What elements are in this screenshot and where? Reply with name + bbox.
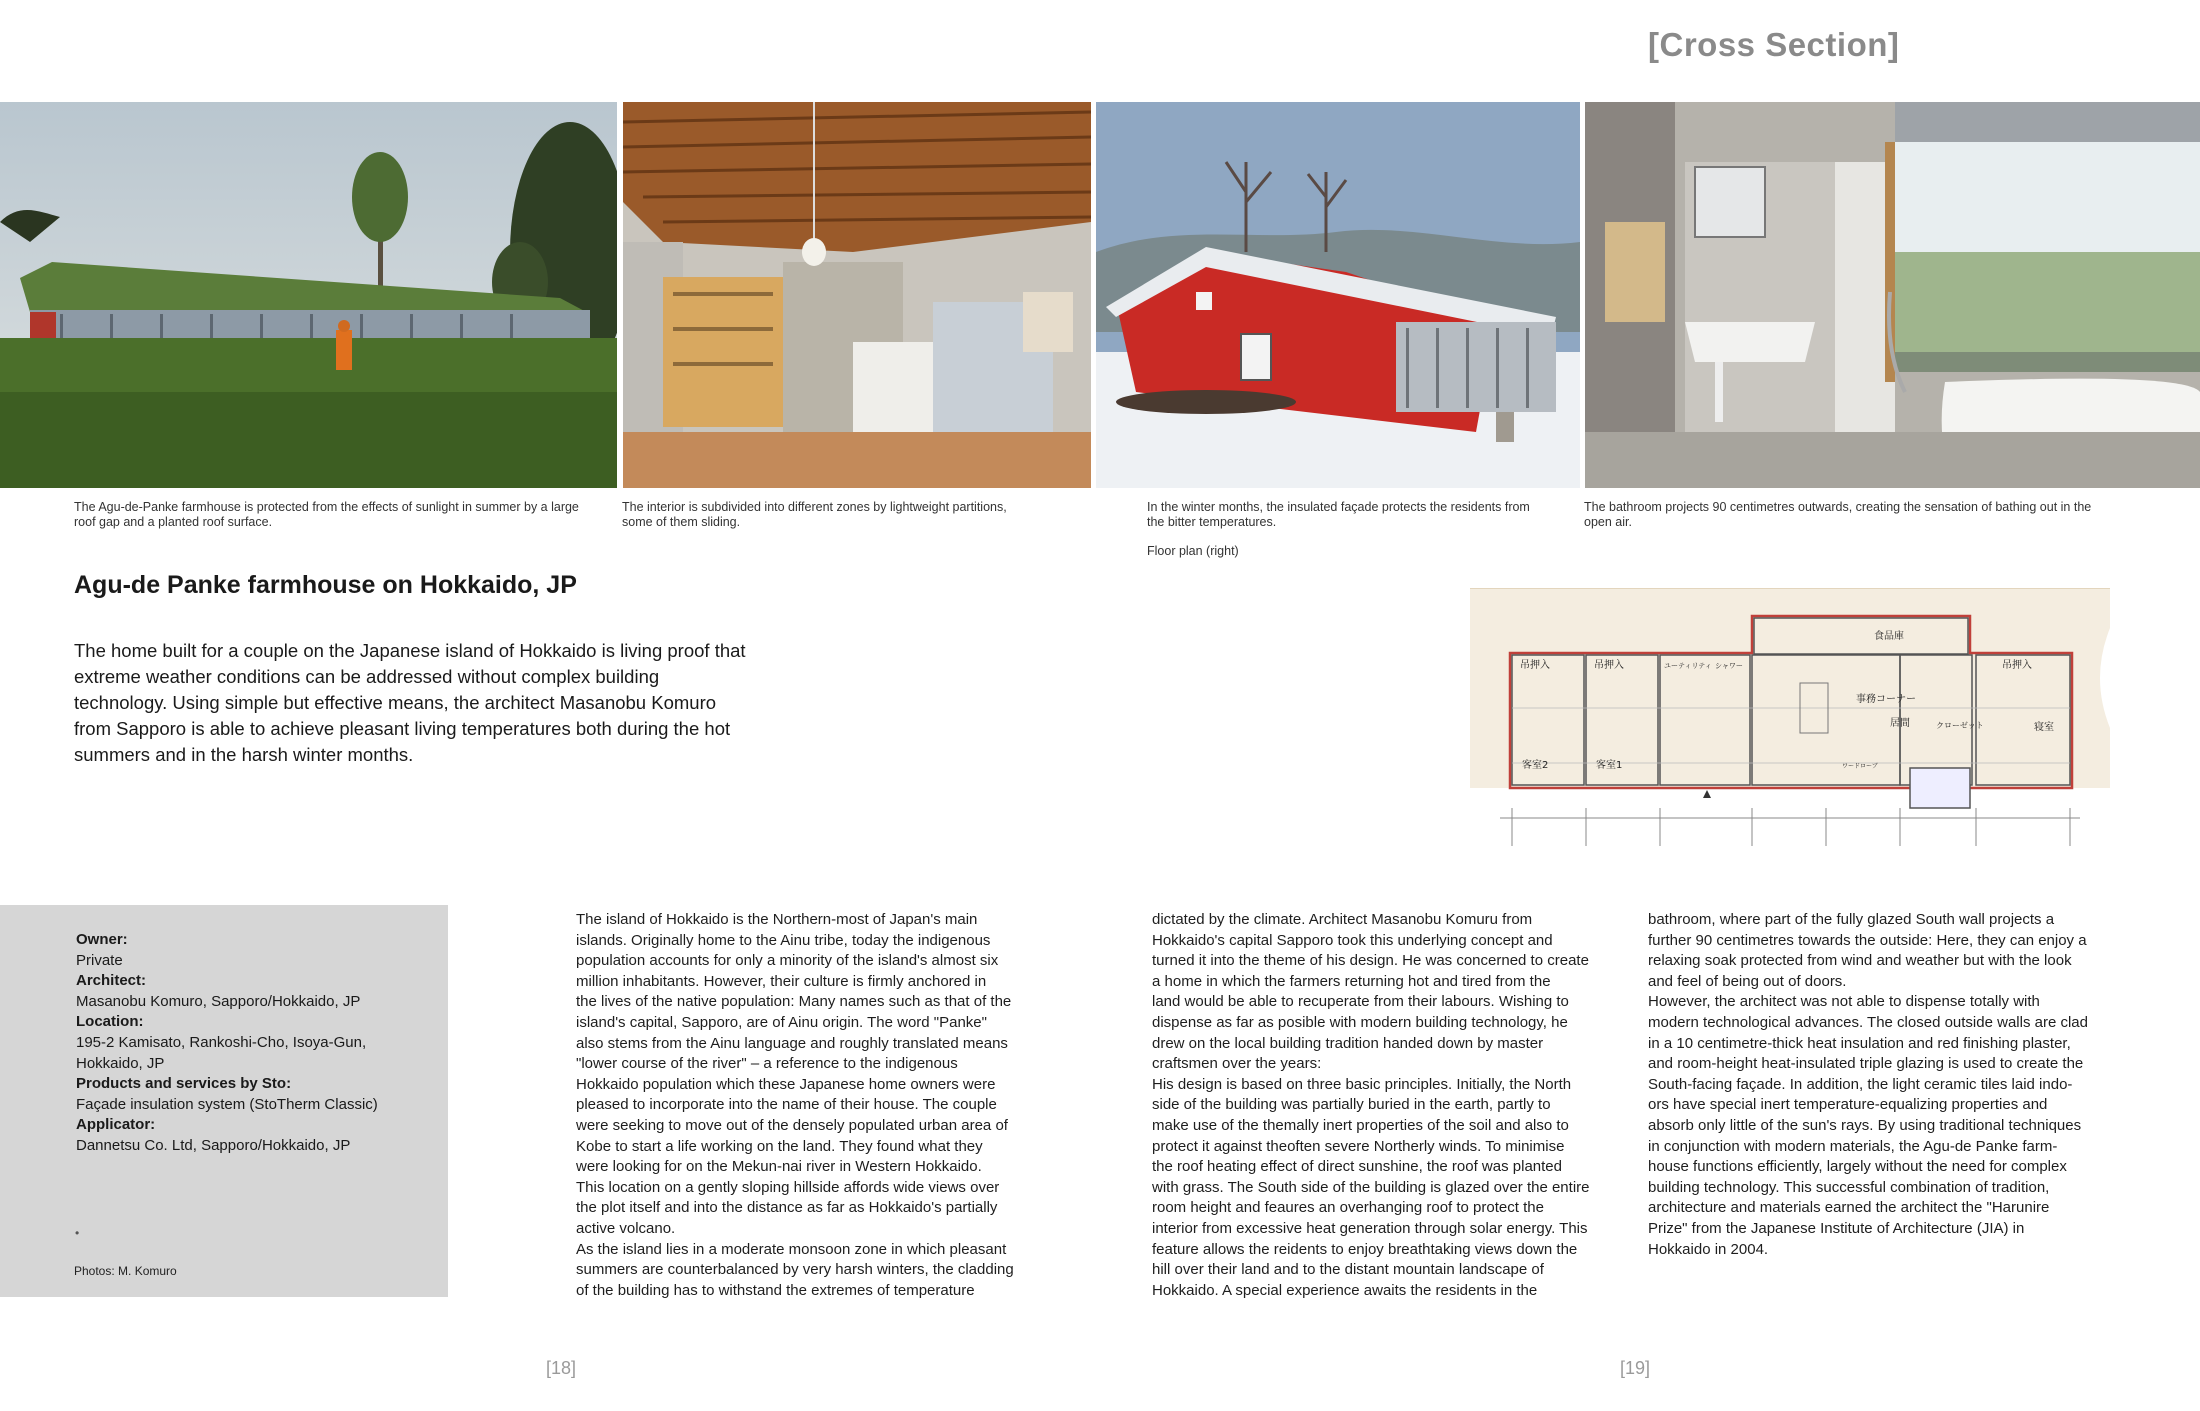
bullet-mark: • (75, 1226, 80, 1240)
products-label: Products and services by Sto: (76, 1075, 292, 1093)
body-line: a home in which the farmers returning hot and tired from the (1152, 972, 1551, 990)
body-column-1 (576, 910, 1014, 1301)
body-line: million inhabitants. However, their culture is firmly anchored in (576, 972, 987, 990)
body-line: "lower course of the river" – a reference to the indigenous (576, 1055, 958, 1073)
photo-credit: Photos: M. Komuro (74, 1264, 177, 1278)
room-label-closet-2: 吊押入 (1594, 660, 1624, 671)
body-line: interior from excessive heat generation through solar energy. This (1152, 1219, 1588, 1237)
body-line: pleased to incorporate into the name of their house. The couple (576, 1096, 997, 1114)
lead-line: extreme weather conditions can be addressed without complex building (74, 666, 660, 687)
floor-plan (1470, 588, 2110, 850)
body-line: in a 10 centimetre-thick heat insulation and red finishing plaster, (1648, 1034, 2071, 1052)
body-line: The island of Hokkaido is the Northern-most of Japan's main (576, 911, 978, 928)
floor-plan-drawing (1470, 588, 2110, 850)
body-column-2 (1152, 910, 1589, 1301)
applicator-value: Dannetsu Co. Ltd, Sapporo/Hokkaido, JP (76, 1136, 351, 1154)
body-line: the lives of the native population: Many names such as that of the (576, 993, 1012, 1011)
architect-label: Architect: (76, 972, 147, 990)
interior-image (623, 102, 1091, 488)
body-line: the roof heating effect of direct sunshine, the roof was planted (1152, 1158, 1562, 1176)
room-label-pantry: 食品庫 (1874, 631, 1904, 642)
body-line: modern technological advances. The closed outside walls are clad (1648, 1013, 2088, 1031)
article-title: Agu-de Panke farmhouse on Hokkaido, JP (74, 571, 577, 599)
page-number-right: [19] (1620, 1358, 1651, 1378)
caption-winter-facade (1147, 500, 1530, 530)
body-line: drew on the local building tradition handed down by master (1152, 1034, 1544, 1052)
body-line: land would be able to recuperate from their labours. Wishing to (1152, 993, 1569, 1011)
body-line: As the island lies in a moderate monsoon zone in which pleasant (576, 1240, 1007, 1258)
body-line: Kobe to start a life working on the land. They found what they (576, 1137, 983, 1155)
caption-line: roof gap and a planted roof surface. (74, 515, 273, 529)
room-label-guest-2: 客室2 (1522, 760, 1549, 771)
location-value-line2: Hokkaido, JP (76, 1054, 165, 1072)
body-line: Hokkaido. A special experience awaits the residents in the (1152, 1281, 1538, 1299)
caption-line: The bathroom projects 90 centimetres outwards, creating the sensation of bathing out in the (1584, 500, 2092, 514)
project-info-list (76, 930, 378, 1157)
body-line: with grass. The South side of the building is glazed over the entire (1152, 1178, 1590, 1196)
room-label-office-corner: 事務コーナー (1856, 694, 1916, 705)
body-line: Prize" from the Japanese Institute of Architecture (JIA) in (1648, 1219, 2025, 1237)
body-line: This location on a gently sloping hillside affords wide views over (576, 1178, 1000, 1196)
location-value-line1: 195-2 Kamisato, Rankoshi-Cho, Isoya-Gun, (76, 1033, 367, 1051)
body-line: the plot itself and into the distance as far as Hokkaido's partially (576, 1199, 998, 1217)
caption-line: some of them sliding. (622, 515, 741, 529)
body-line: islands. Originally home to the Ainu tribe, today the indigenous (576, 931, 991, 949)
caption-bathroom (1584, 500, 2091, 530)
room-label-bedroom: 寝室 (2034, 722, 2054, 733)
body-line: house functions efficiently, largely without the need for complex (1648, 1158, 2067, 1176)
floor-plan-label: Floor plan (right) (1147, 544, 1239, 558)
caption-line: the bitter temperatures. (1147, 515, 1277, 529)
body-line: dispense as far as posible with modern building technology, he (1152, 1013, 1568, 1031)
lead-line: from Sapporo is able to achieve pleasant living temperatures both during the hot (74, 718, 731, 739)
applicator-label: Applicator: (76, 1116, 156, 1134)
body-line: make use of the themally inert properties of the soil and also to (1152, 1116, 1569, 1134)
room-label-closet-1: 吊押入 (1520, 660, 1550, 671)
body-line: side of the building was partially buried in the earth, partly to (1152, 1096, 1551, 1114)
body-line: architecture and materials earned the architect the "Harunire (1648, 1199, 2050, 1217)
body-line: room height and feaures an overhanging roof to protect the (1152, 1199, 1544, 1217)
room-label-closet-4: クローゼット (1936, 721, 1984, 730)
body-column-3 (1648, 910, 2088, 1260)
body-line: protect it against theoften severe Northerly winds. To minimise (1152, 1137, 1565, 1155)
body-line: Hokkaido in 2004. (1648, 1240, 1769, 1258)
body-line: ors have special inert temperature-equalizing properties and (1648, 1096, 2048, 1114)
room-label-living: 居間 (1890, 718, 1910, 729)
body-line: craftsmen over the years: (1152, 1055, 1322, 1073)
body-line: Hokkaido's capital Sapporo took this underlying concept and (1152, 931, 1553, 949)
body-line: absorb only little of the sun's rays. By using traditional techniques (1648, 1116, 2082, 1134)
body-line: South-facing façade. In addition, the light ceramic tiles laid indo- (1648, 1075, 2073, 1093)
body-line: and room-height heat-insulated triple glazing is used to create the (1648, 1055, 2084, 1073)
page-number-left: [18] (546, 1358, 577, 1378)
article-lead (74, 638, 834, 768)
room-label-utility: ユーティリティ (1664, 662, 1712, 670)
body-line: hill over their land and to the distant mountain landscape of (1152, 1261, 1544, 1279)
photo-farmhouse-summer (0, 102, 617, 488)
body-line: population accounts for only a minority of the island's almost six (576, 952, 999, 970)
room-label-shower: シャワー (1715, 662, 1743, 670)
body-line: and feel of being out of doors. (1648, 972, 1847, 990)
architect-value: Masanobu Komuro, Sapporo/Hokkaido, JP (76, 992, 361, 1010)
lead-line: technology. Using simple but effective means, the architect Masanobu Komuro (74, 692, 717, 713)
body-line: Hokkaido population which these Japanese home owners were (576, 1075, 996, 1093)
caption-farmhouse-summer (74, 500, 579, 530)
room-label-guest-1: 客室1 (1596, 760, 1623, 771)
caption-line: The interior is subdivided into different zones by lightweight partitions, (622, 500, 1007, 514)
owner-value: Private (76, 951, 123, 969)
room-label-wardrobe: ワードローブ (1842, 763, 1878, 770)
body-line: turned it into the theme of his design. He was concerned to create (1152, 952, 1589, 970)
body-line: in conjunction with modern materials, the Agu-de Panke farm- (1648, 1137, 2058, 1155)
body-line: active volcano. (576, 1219, 676, 1237)
body-line: building technology. This successful combination of tradition, (1648, 1178, 2050, 1196)
caption-line: In the winter months, the insulated façade protects the residents from (1147, 500, 1530, 514)
body-line: also stems from the Ainu language and roughly translated means (576, 1034, 1008, 1052)
lead-line: summers and in the harsh winter months. (74, 744, 414, 765)
bathroom-image (1585, 102, 2200, 488)
room-label-closet-3: 吊押入 (2002, 660, 2032, 671)
photo-winter-facade (1096, 102, 1580, 488)
body-line: dictated by the climate. Architect Masanobu Komuru from (1152, 911, 1533, 928)
caption-line: The Agu-de-Panke farmhouse is protected from the effects of sunlight in summer by a large (74, 500, 579, 514)
body-line: were looking for on the Mekun-nai river in Western Hokkaido. (576, 1158, 982, 1176)
photo-bathroom (1585, 102, 2200, 488)
lead-line: The home built for a couple on the Japanese island of Hokkaido is living proof that (74, 640, 746, 661)
body-line: However, the architect was not able to dispense totally with (1648, 993, 2040, 1011)
caption-interior (622, 500, 1007, 530)
body-line: relaxing soak protected from wind and weather but with the look (1648, 952, 2072, 970)
farmhouse-summer-image (0, 102, 617, 488)
location-label: Location: (76, 1013, 144, 1031)
body-line: summers are counterbalanced by very harsh winters, the cladding (576, 1261, 1014, 1279)
body-line: island's capital, Sapporo, are of Ainu origin. The word "Panke" (576, 1013, 987, 1031)
photo-interior (623, 102, 1091, 488)
body-line: His design is based on three basic principles. Initially, the North (1152, 1075, 1572, 1093)
owner-label: Owner: (76, 931, 128, 948)
body-line: bathroom, where part of the fully glazed South wall projects a (1648, 911, 2055, 928)
body-line: feature allows the reidents to enjoy breathtaking views down the (1152, 1240, 1578, 1258)
section-tag: [Cross Section] (1648, 26, 1900, 63)
products-value: Façade insulation system (StoTherm Classic) (76, 1095, 378, 1113)
winter-facade-image (1096, 102, 1580, 488)
caption-line: open air. (1584, 515, 1632, 529)
body-line: further 90 centimetres towards the outside: Here, they can enjoy a (1648, 931, 2087, 949)
body-line: were seeking to move out of the densely populated urban area of (576, 1116, 1008, 1134)
body-line: of the building has to withstand the extremes of temperature (576, 1281, 975, 1299)
